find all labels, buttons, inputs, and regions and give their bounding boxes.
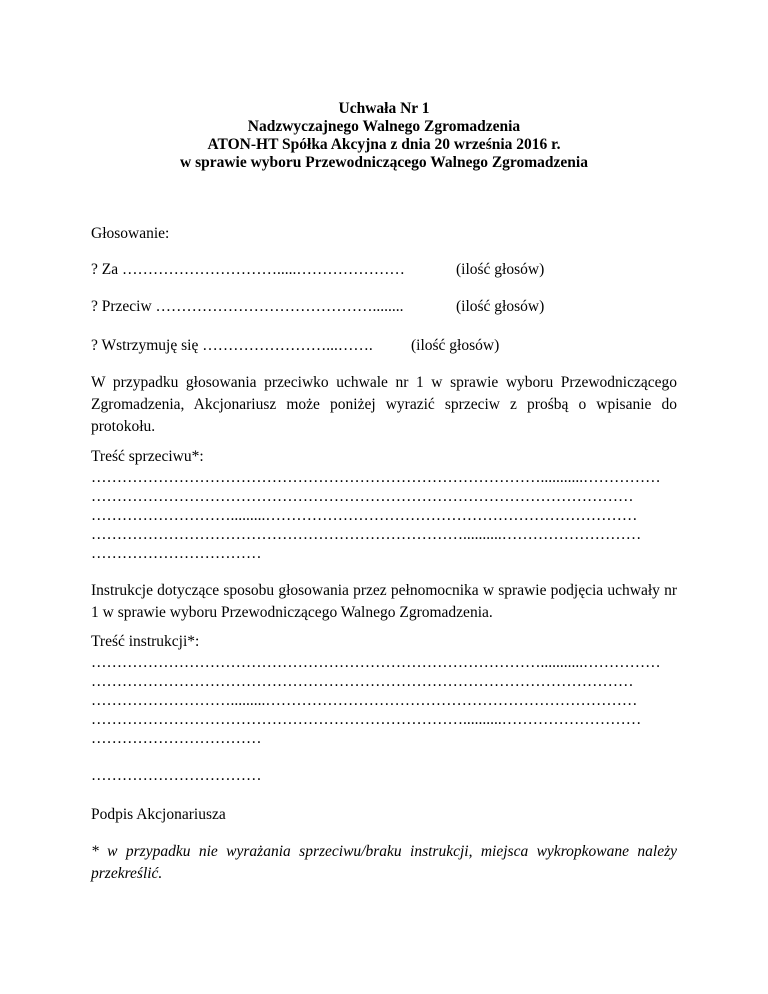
objection-dotted-line[interactable]: ……………………………………………………………………………...........……………	[91, 469, 661, 486]
resolution-header	[0, 100, 768, 172]
vote-against-line[interactable]: ? Przeciw ……………………………………........	[91, 298, 404, 315]
signature-dotted-line[interactable]: ……………………………	[91, 767, 262, 784]
voting-label: Głosowanie:	[91, 225, 170, 242]
company-date: ATON-HT Spółka Akcyjna z dnia 20 września 2016 r.	[207, 136, 561, 153]
vote-for-line[interactable]: ? Za ………………………….....…………………	[91, 261, 405, 278]
resolution-subject: w sprawie wyboru Przewodniczącego Walnego Zgromadzenia	[180, 154, 588, 171]
objection-label: Treść sprzeciwu*:	[91, 448, 204, 465]
instructions-dotted-line[interactable]: ……………………………………………………………………………………………	[91, 673, 634, 690]
instructions-dotted-line[interactable]: ………………………………………………………………..........………………………	[91, 711, 642, 728]
objection-dotted-line[interactable]: ………………………………………………………………..........………………………	[91, 526, 642, 543]
objection-info-paragraph: W przypadku głosowania przeciwko uchwale nr 1 w sprawie wyboru Przewodniczącego Zgromadzenia, Akcjonariusz może poniżej wyrazić sprzeciw z prośbą o wpisanie do protokołu.	[91, 374, 677, 435]
objection-dotted-line[interactable]: ……………………….........………………………………………………………………	[91, 507, 638, 524]
vote-abstain-unit: (ilość głosów)	[411, 337, 500, 354]
signature-label: Podpis Akcjonariusza	[91, 806, 226, 823]
instructions-section	[91, 631, 677, 748]
objection-dotted-line[interactable]: ……………………………………………………………………………………………	[91, 488, 634, 505]
instructions-dotted-line[interactable]: ……………………………	[91, 730, 262, 747]
objection-section	[91, 446, 677, 563]
vote-abstain-line[interactable]: ? Wstrzymuję się ……………………...…….	[91, 337, 373, 354]
instructions-dotted-line[interactable]: ……………………………………………………………………………...........……………	[91, 654, 661, 671]
objection-dotted-line[interactable]: ……………………………	[91, 545, 262, 562]
vote-against-unit: (ilość głosów)	[456, 298, 545, 315]
assembly-name: Nadzwyczajnego Walnego Zgromadzenia	[247, 118, 521, 135]
vote-for-unit: (ilość głosów)	[456, 261, 545, 278]
resolution-number: Uchwała Nr 1	[338, 100, 430, 117]
instructions-label: Treść instrukcji*:	[91, 633, 200, 650]
footnote: * w przypadku nie wyrażania sprzeciwu/braku instrukcji, miejsca wykropkowane należy przekreślić.	[91, 843, 677, 882]
instructions-info-paragraph: Instrukcje dotyczące sposobu głosowania przez pełnomocnika w sprawie podjęcia uchwały nr 1 w sprawie wyboru Przewodniczącego Walnego Zgromadzenia.	[91, 582, 677, 621]
instructions-dotted-line[interactable]: ……………………….........………………………………………………………………	[91, 692, 638, 709]
